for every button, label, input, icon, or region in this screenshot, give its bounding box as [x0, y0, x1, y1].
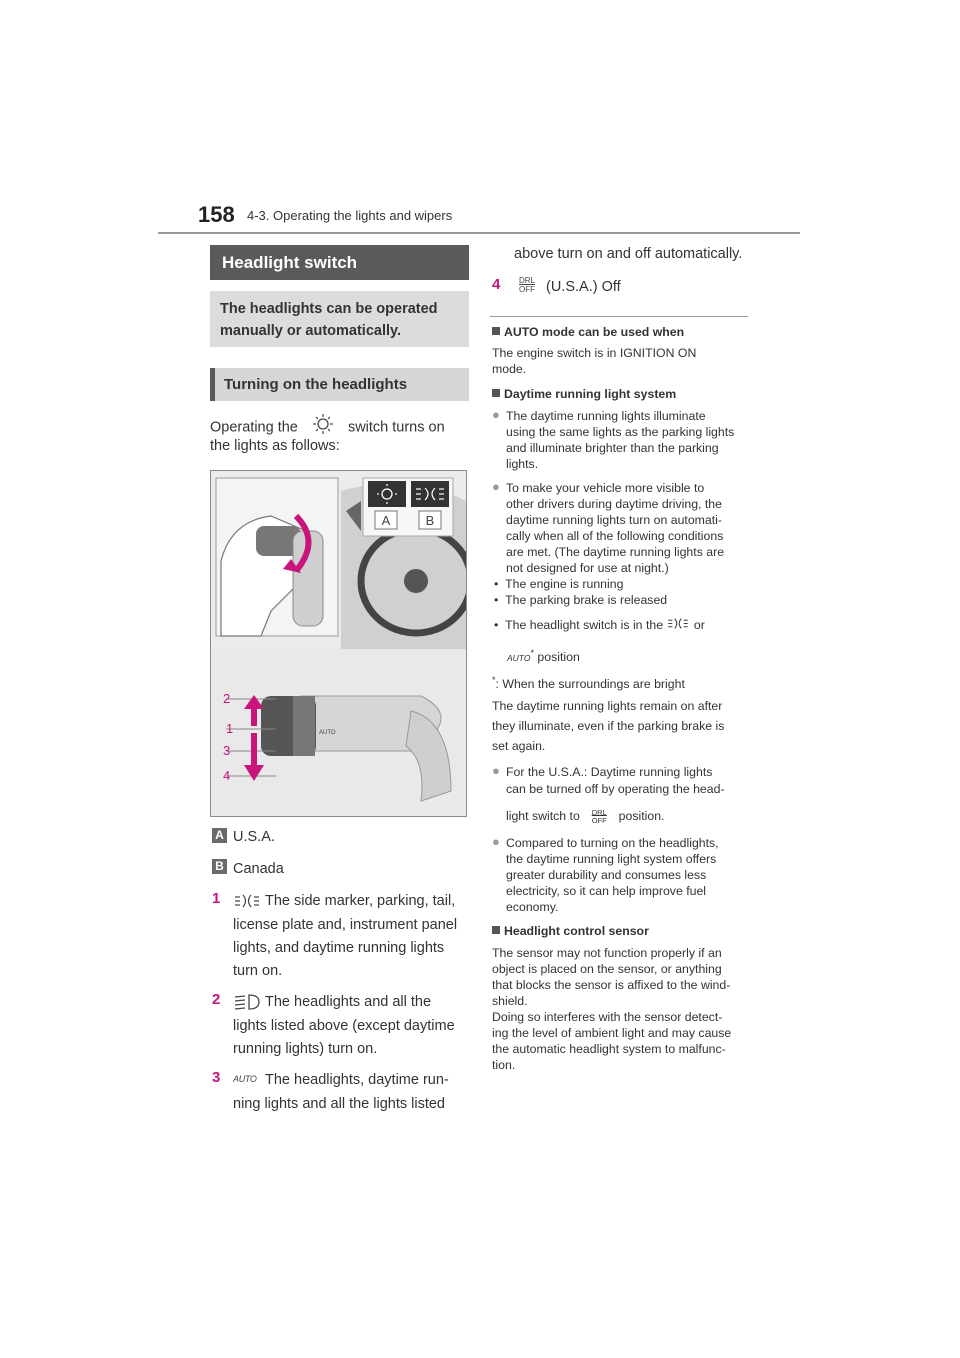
drl-b2-line-1: To make your vehicle more visible to	[506, 481, 705, 495]
footnote-mark: *	[492, 675, 496, 685]
parking-lights-icon	[666, 617, 690, 634]
drl-b2-line-4: cally when all of the following conditions	[506, 529, 724, 543]
footnote	[492, 672, 685, 692]
condition-3-cont	[507, 645, 580, 666]
drl-b3-post: position.	[618, 809, 665, 823]
drl-b2-line-5: are met. (The daytime running lights are	[506, 545, 725, 559]
footnote-text: : When the surroundings are bright	[495, 677, 685, 692]
drl-b4-line-3: greater durability and consumes less	[506, 868, 707, 882]
drl-b4-line-4: electricity, so it can help improve fuel	[506, 884, 707, 898]
drl-off-icon-top: DRL	[518, 276, 535, 285]
item-1-line-2: license plate and, instrument panel	[233, 917, 458, 933]
drl-b2-line-3: daytime running lights turn on automati-	[506, 513, 722, 527]
drl-b1-line-3: and illuminate brighter than the parking	[506, 441, 719, 455]
intro-line-1: The headlights can be operated	[220, 301, 438, 317]
drl-b4-line-5: economy.	[506, 900, 559, 914]
illustration-drawing	[211, 471, 466, 816]
sensor-line-6: ing the level of ambient light and may cause	[492, 1026, 732, 1040]
item-2-line-3: running lights) turn on.	[233, 1041, 378, 1057]
auto-mode-line-1: The engine switch is in IGNITION ON	[492, 346, 697, 360]
drl-b2-line-6: not designed for use at night.)	[506, 561, 669, 575]
sensor-line-5: Doing so interferes with the sensor detect-	[492, 1010, 723, 1024]
drl-b1-line-4: lights.	[506, 457, 539, 471]
headlight-switch-illustration	[210, 470, 467, 817]
sensor-line-4: shield.	[492, 994, 528, 1008]
item-1-line-4: turn on.	[233, 963, 283, 979]
condition-1-text: The engine is running	[505, 577, 624, 591]
subsection-title: Turning on the headlights	[210, 368, 469, 401]
legend-tag-b: B	[212, 859, 227, 874]
auto-icon: AUTO	[233, 1074, 257, 1084]
figure-pos-2: 2	[223, 691, 231, 706]
condition-3-text: The headlight switch is in the	[505, 618, 664, 632]
drl-off-icon-bottom: $\overline{OFF}$	[591, 815, 607, 825]
item-4-number: 4	[492, 276, 501, 293]
legend-text-b: Canada	[233, 861, 284, 877]
figure-pos-1: 1	[226, 721, 234, 736]
figure-pos-3: 3	[223, 743, 231, 758]
item-3-continued: above turn on and off automatically.	[514, 246, 743, 262]
drl-off-icon-top: DRL	[591, 807, 607, 817]
sensor-line-8: tion.	[492, 1058, 516, 1072]
item-2-line-1: The headlights and all the	[265, 994, 432, 1010]
drl-off-icon-bottom: $\overline{OFF}$	[519, 285, 535, 294]
item-1-line-3: lights, and daytime running lights	[233, 940, 445, 956]
sensor-line-2: object is placed on the sensor, or anything	[492, 962, 722, 976]
auto-mode-line-2: mode.	[492, 362, 527, 376]
section-title: Headlight switch	[210, 245, 469, 280]
drl-heading	[492, 386, 676, 402]
item-3-line-1: The headlights, daytime run-	[265, 1072, 449, 1088]
header-rule	[158, 232, 800, 234]
headlight-icon	[233, 993, 263, 1016]
auto-mode-heading	[492, 324, 684, 340]
remain-line-2: they illuminate, even if the parking brake is	[492, 719, 725, 733]
drl-off-icon	[514, 276, 540, 294]
legend-tag-a: A	[212, 828, 227, 843]
condition-3-post: position	[537, 650, 580, 665]
item-3-number: 3	[212, 1069, 221, 1086]
drl-b3-line-3	[506, 808, 664, 825]
drl-b3-line-2: can be turned off by operating the head-	[506, 782, 725, 796]
intro-line-2: manually or automatically.	[220, 323, 402, 339]
sensor-heading	[492, 923, 649, 939]
square-bullet-icon	[492, 389, 500, 397]
operating-pre: Operating the	[210, 419, 298, 436]
condition-3: • The headlight switch is in the or	[494, 617, 705, 634]
auto-mode-title: AUTO mode can be used when	[504, 325, 685, 339]
item-2-line-2: lights listed above (except daytime	[233, 1018, 455, 1034]
figure-pos-4: 4	[223, 768, 231, 783]
parking-lights-icon	[233, 893, 261, 914]
auto-icon: AUTO	[507, 653, 531, 664]
condition-2: • The parking brake is released	[494, 593, 668, 607]
bullet-dot-icon: ●	[492, 479, 500, 494]
drl-b3-line-1: For the U.S.A.: Daytime running lights	[506, 765, 713, 779]
sensor-line-1: The sensor may not function properly if an	[492, 946, 722, 960]
figure-auto-text: AUTO	[319, 730, 336, 736]
sensor-line-3: that blocks the sensor is affixed to the wind-	[492, 978, 731, 992]
item-2-number: 2	[212, 991, 221, 1008]
drl-b3-pre: light switch to	[506, 809, 580, 823]
operating-line-2: the lights as follows:	[210, 438, 340, 454]
chapter-title: 4-3. Operating the lights and wipers	[247, 208, 453, 223]
drl-b1-line-2: using the same lights as the parking lights	[506, 425, 735, 439]
drl-off-icon	[587, 809, 611, 825]
drl-b1-line-1: The daytime running lights illuminate	[506, 409, 706, 423]
square-bullet-icon	[492, 327, 500, 335]
figure-label-a: A	[381, 513, 391, 528]
item-1-line-1: The side marker, parking, tail,	[265, 893, 456, 909]
item-4-text: (U.S.A.) Off	[546, 279, 621, 295]
figure-label-b: B	[425, 513, 435, 528]
notes-rule	[490, 316, 748, 317]
drl-b4-line-2: the daytime running light system offers	[506, 852, 717, 866]
condition-3-or: or	[693, 618, 705, 632]
intro-box	[210, 291, 469, 347]
page-number: 158	[198, 202, 235, 227]
condition-1: • The engine is running	[494, 577, 624, 591]
condition-2-text: The parking brake is released	[505, 593, 668, 607]
legend-text-a: U.S.A.	[233, 829, 275, 845]
item-3-line-2: ning lights and all the lights listed	[233, 1096, 445, 1112]
square-bullet-icon	[492, 926, 500, 934]
remain-line-1: The daytime running lights remain on after	[492, 699, 723, 713]
bullet-dot-icon: ●	[492, 834, 500, 849]
sensor-title: Headlight control sensor	[504, 924, 649, 938]
sensor-line-7: the automatic headlight system to malfunc-	[492, 1042, 726, 1056]
item-1-number: 1	[212, 890, 221, 907]
remain-line-3: set again.	[492, 739, 546, 753]
operating-post: switch turns on	[347, 419, 445, 436]
drl-title: Daytime running light system	[504, 387, 677, 401]
drl-b2-line-2: other drivers during daytime driving, the	[506, 497, 722, 511]
footnote-star: *	[530, 648, 534, 658]
bullet-dot-icon: ●	[492, 407, 500, 422]
bullet-dot-icon: ●	[492, 763, 500, 778]
drl-b4-line-1: Compared to turning on the headlights,	[506, 836, 719, 850]
